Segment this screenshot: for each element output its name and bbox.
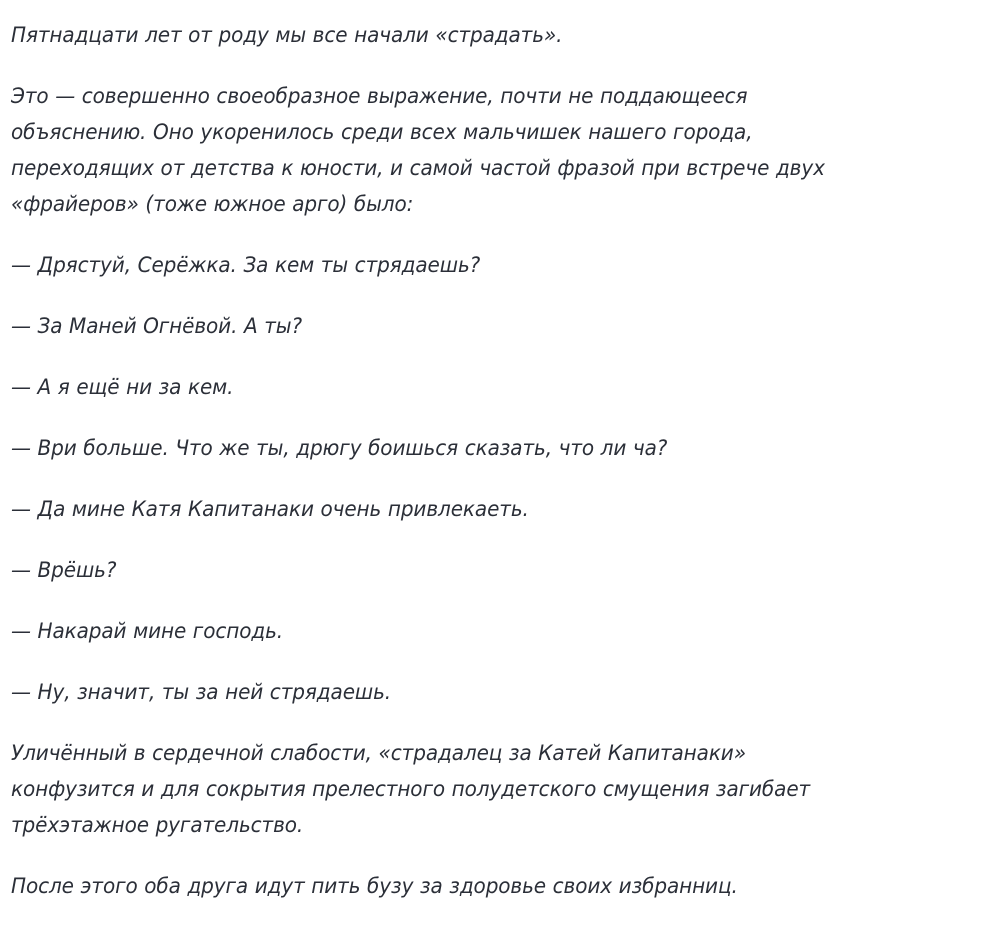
paragraph-intro: Пятнадцати лет от роду мы все начали «страдать». — [11, 23, 563, 48]
dialogue-line-1: — Дрястуй, Серёжка. За кем ты стрядаешь? — [11, 253, 481, 278]
dialogue-line-2: — За Маней Огнёвой. А ты? — [11, 314, 302, 339]
dialogue-line-8: — Ну, значит, ты за ней стрядаешь. — [11, 680, 392, 705]
dialogue-line-3: — А я ещё ни за кем. — [11, 375, 234, 400]
dialogue-line-4: — Ври больше. Что же ты, дрюгу боишься сказать, что ли ча? — [11, 436, 668, 461]
dialogue-line-6: — Врёшь? — [11, 558, 117, 583]
dialogue-line-7: — Накарай мине господь. — [11, 619, 284, 644]
dialogue-line-5: — Да мине Катя Капитанаки очень привлекаеть. — [11, 497, 529, 522]
paragraph-closing-1: Уличённый в сердечной слабости, «страдалец за Катей Капитанаки» конфузится и для сокрытия прелестного полудетского смущения загибает трёхэтажное ругательство. — [11, 741, 811, 838]
paragraph-closing-2: После этого оба друга идут пить бузу за здоровье своих избранниц. — [11, 874, 738, 899]
paragraph-explanation: Это — совершенно своеобразное выражение, почти не поддающееся объяснению. Оно укоренилось среди всех мальчишек нашего города, переходящих от детства к юности, и самой частой фразой при встрече двух «фрайеров» (тоже южное арго) было: — [11, 84, 825, 217]
